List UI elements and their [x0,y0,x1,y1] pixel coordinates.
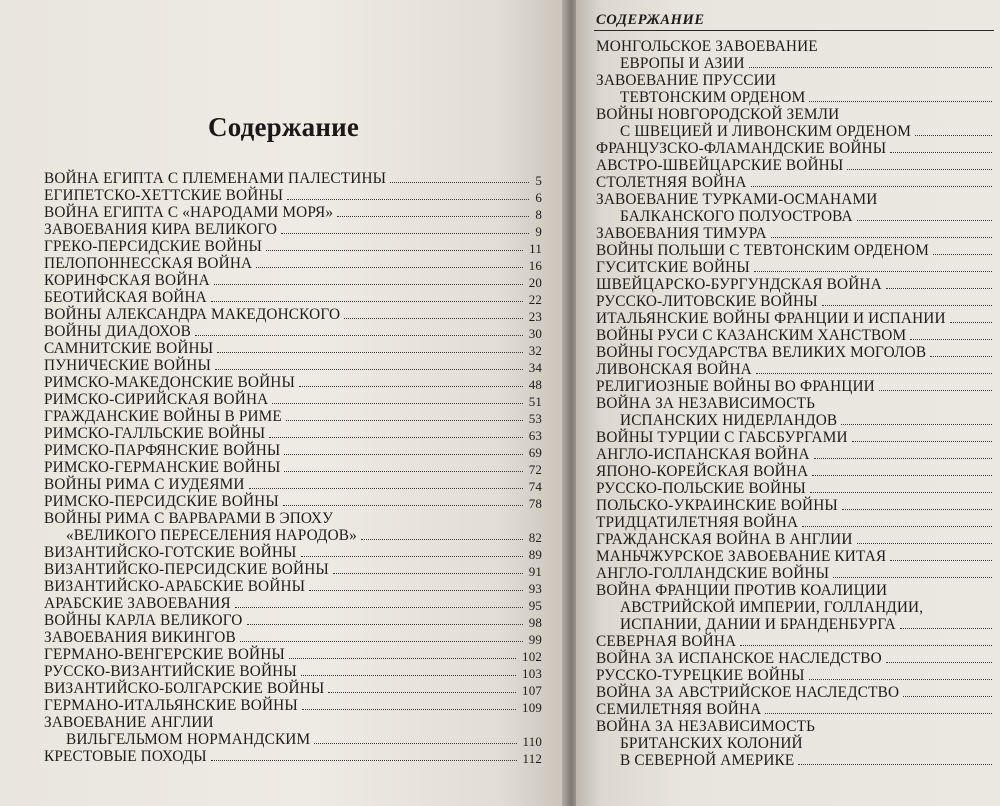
toc-entry-title: ТЕВТОНСКИМ ОРДЕНОМ [620,89,806,106]
dot-leader [211,301,523,302]
toc-entry-title: РИМСКО-ГАЛЛЬСКИЕ ВОЙНЫ [44,425,266,442]
toc-entry [44,544,542,561]
toc-entry-title: КОРИНФСКАЯ ВОЙНА [44,272,210,289]
dot-leader [841,424,992,425]
toc-entry-title: ВОЙНА ЕГИПТА С ПЛЕМЕНАМИ ПАЛЕСТИНЫ [44,170,387,187]
toc-entry-title: ВОЙНЫ РУСИ С КАЗАНСКИМ ХАНСТВОМ [596,327,907,344]
toc-entry-title: АВСТРИЙСКОЙ ИМПЕРИИ, ГОЛЛАНДИИ, [620,599,924,616]
dot-leader [299,386,523,387]
toc-page-number: 30 [528,326,542,341]
toc-entry-title: СЕМИЛЕТНЯЯ ВОЙНА [596,701,762,718]
dot-leader [890,560,992,561]
toc-entry-title: РИМСКО-СИРИЙСКАЯ ВОЙНА [44,391,269,408]
toc-page-number: 34 [528,360,542,375]
toc-page-number: 22 [528,292,542,307]
toc-entry-title: РЕЛИГИОЗНЫЕ ВОЙНЫ ВО ФРАНЦИИ [596,378,875,395]
toc-entry [596,361,992,378]
toc-entry [44,510,542,527]
toc-entry [44,272,542,289]
toc-entry-title: В СЕВЕРНОЙ АМЕРИКЕ [620,752,795,769]
toc-entry [44,731,542,748]
toc-entry [44,323,542,340]
toc-entry-title: ВИЗАНТИЙСКО-ГОТСКИЕ ВОЙНЫ [44,544,297,561]
toc-page-number: 102 [522,649,542,664]
dot-leader [266,250,523,251]
dot-leader [847,169,992,170]
dot-leader [822,305,992,306]
toc-entry [596,650,992,667]
dot-leader [235,607,523,608]
toc-entry [596,38,992,55]
toc-entry-title: БРИТАНСКИХ КОЛОНИЙ [620,735,803,752]
toc-entry [44,442,542,459]
dot-leader [247,624,523,625]
dot-leader [765,713,992,714]
toc-entry [44,663,542,680]
dot-leader [933,254,992,255]
toc-entry [596,344,992,361]
running-head: СОДЕРЖАНИЕ [596,12,705,28]
dot-leader [771,237,992,238]
toc-page-number: 109 [522,700,542,715]
toc-entry [596,735,992,752]
dot-leader [930,356,992,357]
toc-entry-title: ИТАЛЬЯНСКИЕ ВОЙНЫ ФРАНЦИИ И ИСПАНИИ [596,310,946,327]
dot-leader [950,322,992,323]
toc-entry-title: С ШВЕЦИЕЙ И ЛИВОНСКИМ ОРДЕНОМ [620,123,912,140]
toc-entry [44,255,542,272]
dot-leader [798,764,992,765]
dot-leader [857,543,992,544]
toc-entry-title: ТРИДЦАТИЛЕТНЯЯ ВОЙНА [596,514,799,531]
toc-entry [44,425,542,442]
toc-entry [596,72,992,89]
dot-leader [240,641,523,642]
toc-entry [44,629,542,646]
toc-entry-title: ЗАВОЕВАНИЕ АНГЛИИ [44,714,214,731]
toc-entry [44,476,542,493]
toc-entry [596,310,992,327]
toc-entry [44,612,542,629]
toc-entry-title: ПЕЛОПОННЕССКАЯ ВОЙНА [44,255,253,272]
toc-page-number: 11 [529,241,542,256]
toc-entry [596,718,992,735]
dot-leader [751,186,992,187]
toc-entry [44,357,542,374]
toc-entry-title: ГЕРМАНО-ИТАЛЬЯНСКИЕ ВОЙНЫ [44,697,298,714]
dot-leader [809,101,992,102]
toc-page-number: 48 [528,377,542,392]
toc-page-number: 6 [535,190,542,205]
toc-entry [44,561,542,578]
toc-entry-title: РИМСКО-ПЕРСИДСКИЕ ВОЙНЫ [44,493,279,510]
toc-entry-title: ВОЙНА ЗА АВСТРИЙСКОЕ НАСЛЕДСТВО [596,684,900,701]
toc-page-number: 53 [528,411,542,426]
dot-leader [337,216,529,217]
toc-page-number: 98 [528,615,542,630]
toc-entry-title: АНГЛО-ГОЛЛАНДСКИЕ ВОЙНЫ [596,565,830,582]
dot-leader [910,339,992,340]
toc-entry-title: РУССКО-ПОЛЬСКИЕ ВОЙНЫ [596,480,806,497]
toc-entry [44,289,542,306]
dot-leader [256,267,523,268]
toc-entry [44,493,542,510]
toc-entry [44,680,542,697]
toc-entry [596,191,992,208]
toc-entry-title: ФРАНЦУЗСКО-ФЛАМАНДСКИЕ ВОЙНЫ [596,140,887,157]
toc-entry-title: РИМСКО-ГЕРМАНСКИЕ ВОЙНЫ [44,459,281,476]
toc-entry-title: АНГЛО-ИСПАНСКАЯ ВОЙНА [596,446,810,463]
running-head-rule [594,30,994,31]
toc-entry-title: ВОЙНЫ РИМА С ИУДЕЯМИ [44,476,245,493]
toc-entry [596,412,992,429]
toc-page-number: 16 [528,258,542,273]
toc-page-number: 69 [528,445,542,460]
toc-entry-title: РИМСКО-ПАРФЯНСКИЕ ВОЙНЫ [44,442,281,459]
toc-entry-title: ГРАЖДАНСКАЯ ВОЙНА В АНГЛИИ [596,531,853,548]
toc-entry-title: ВОЙНА ЗА НЕЗАВИСИМОСТЬ [596,718,816,735]
toc-entry-title: ГЕРМАНО-ВЕНГЕРСКИЕ ВОЙНЫ [44,646,285,663]
toc-entry [596,89,992,106]
toc-entry [596,276,992,293]
toc-entry-title: МОНГОЛЬСКОЕ ЗАВОЕВАНИЕ [596,38,818,55]
dot-leader [890,152,992,153]
toc-entry [44,527,542,544]
toc-entry-title: ВОЙНЫ ДИАДОХОВ [44,323,191,340]
toc-entry [596,259,992,276]
toc-entry-title: ВОЙНА ЗА ИСПАНСКОЕ НАСЛЕДСТВО [596,650,882,667]
toc-entry [596,480,992,497]
toc-entry [44,748,542,765]
toc-entry-title: РУССКО-ТУРЕЦКИЕ ВОЙНЫ [596,667,805,684]
dot-leader [214,284,523,285]
toc-entry-title: ВОЙНА ФРАНЦИИ ПРОТИВ КОАЛИЦИИ [596,582,888,599]
dot-leader [309,590,523,591]
dot-leader [217,352,523,353]
toc-entry [596,293,992,310]
toc-entry-title: РУССКО-ЛИТОВСКИЕ ВОЙНЫ [596,293,818,310]
toc-entry [596,565,992,582]
toc-page-number: 112 [522,751,542,766]
toc-entry [596,531,992,548]
toc-entry [596,599,992,616]
toc-page-number: 99 [528,632,542,647]
dot-leader [842,509,992,510]
toc-entry [44,595,542,612]
toc-entry-title: ВОЙНЫ ТУРЦИИ С ГАБСБУРГАМИ [596,429,848,446]
toc-entry [44,170,542,187]
toc-entry-title: ВОЙНЫ КАРЛА ВЕЛИКОГО [44,612,243,629]
toc-page-number: 110 [522,734,542,749]
dot-leader [272,403,523,404]
dot-leader [287,199,529,200]
dot-leader [361,539,523,540]
toc-page-number: 107 [522,683,542,698]
toc-entry-title: ЗАВОЕВАНИЕ ПРУССИИ [596,72,777,89]
toc-page-number: 8 [535,207,542,222]
toc-entry [596,140,992,157]
dot-leader [749,67,992,68]
toc-entry-title: АВСТРО-ШВЕЙЦАРСКИЕ ВОЙНЫ [596,157,844,174]
toc-entry-title: ВОЙНЫ РИМА С ВАРВАРАМИ В ЭПОХУ [44,510,334,527]
dot-leader [281,233,529,234]
toc-entry-title: ЗАВОЕВАНИЯ КИРА ВЕЛИКОГО [44,221,278,238]
toc-page-number: 82 [528,530,542,545]
dot-leader [754,271,992,272]
toc-entry-title: ГРАЖДАНСКИЕ ВОЙНЫ В РИМЕ [44,408,282,425]
dot-leader [211,760,517,761]
toc-entry [596,633,992,650]
toc-entry-title: ВОЙНА ЕГИПТА С «НАРОДАМИ МОРЯ» [44,204,334,221]
toc-entry-title: ЗАВОЕВАНИЕ ТУРКАМИ-ОСМАНАМИ [596,191,878,208]
toc-entry-title: МАНЬЧЖУРСКОЕ ЗАВОЕВАНИЕ КИТАЯ [596,548,887,565]
toc-page-number: 72 [528,462,542,477]
toc-list-left [44,170,542,765]
toc-page-number: 91 [528,564,542,579]
dot-leader [740,645,992,646]
toc-entry [44,408,542,425]
toc-entry-title: ИСПАНИИ, ДАНИИ И БРАНДЕНБУРГА [620,616,896,633]
toc-entry [596,106,992,123]
toc-page-number: 63 [528,428,542,443]
toc-entry [596,701,992,718]
toc-entry [596,242,992,259]
toc-entry-title: ПУНИЧЕСКИЕ ВОЙНЫ [44,357,211,374]
dot-leader [814,458,992,459]
toc-entry-title: ИСПАНСКИХ НИДЕРЛАНДОВ [620,412,838,429]
toc-entry [44,340,542,357]
toc-entry [596,55,992,72]
toc-page-number: 93 [528,581,542,596]
page-title: Содержание [208,112,360,142]
toc-entry [596,514,992,531]
toc-entry-title: СТОЛЕТНЯЯ ВОЙНА [596,174,747,191]
dot-leader [915,135,992,136]
dot-leader [852,441,992,442]
toc-entry [44,187,542,204]
toc-entry [596,446,992,463]
dot-leader [301,675,516,676]
toc-entry-title: БЕОТИЙСКАЯ ВОЙНА [44,289,207,306]
toc-entry-title: ЕВРОПЫ И АЗИИ [620,55,745,72]
dot-leader [286,420,523,421]
dot-leader [289,658,516,659]
toc-page-number: 5 [535,173,542,188]
toc-entry-title: ВОЙНЫ ПОЛЬШИ С ТЕВТОНСКИМ ОРДЕНОМ [596,242,929,259]
dot-leader [809,679,992,680]
dot-leader [833,577,992,578]
toc-entry [44,221,542,238]
toc-entry-title: «ВЕЛИКОГО ПЕРЕСЕЛЕНИЯ НАРОДОВ» [66,527,357,544]
dot-leader [328,692,516,693]
toc-entry-title: ЕГИПЕТСКО-ХЕТТСКИЕ ВОЙНЫ [44,187,284,204]
toc-entry-title: ВОЙНА ЗА НЕЗАВИСИМОСТЬ [596,395,816,412]
toc-entry [596,752,992,769]
dot-leader [756,373,992,374]
toc-page-number: 32 [528,343,542,358]
toc-entry-title: ВИЗАНТИЙСКО-АРАБСКИЕ ВОЙНЫ [44,578,306,595]
toc-entry-title: ВОЙНЫ АЛЕКСАНДРА МАКЕДОНСКОГО [44,306,341,323]
toc-entry [44,459,542,476]
toc-entry-title: СЕВЕРНАЯ ВОЙНА [596,633,737,650]
toc-entry [596,497,992,514]
dot-leader [215,369,523,370]
dot-leader [195,335,523,336]
dot-leader [269,437,523,438]
toc-entry-title: БАЛКАНСКОГО ПОЛУОСТРОВА [620,208,853,225]
toc-page-number: 95 [528,598,542,613]
toc-entry-title: ЯПОНО-КОРЕЙСКАЯ ВОЙНА [596,463,809,480]
toc-entry [596,667,992,684]
dot-leader [314,743,517,744]
dot-leader [812,475,992,476]
toc-page-number: 74 [528,479,542,494]
toc-entry-title: КРЕСТОВЫЕ ПОХОДЫ [44,748,207,765]
toc-entry [596,208,992,225]
toc-entry [44,391,542,408]
toc-page-number: 89 [528,547,542,562]
toc-entry-title: ВОЙНЫ ГОСУДАРСТВА ВЕЛИКИХ МОГОЛОВ [596,344,927,361]
dot-leader [284,454,523,455]
dot-leader [302,709,516,710]
dot-leader [857,220,992,221]
dot-leader [903,696,992,697]
toc-entry [596,123,992,140]
toc-entry [44,646,542,663]
toc-entry [596,684,992,701]
toc-entry [596,463,992,480]
toc-entry [44,374,542,391]
dot-leader [344,318,523,319]
toc-entry-title: АРАБСКИЕ ЗАВОЕВАНИЯ [44,595,231,612]
toc-entry-title: ВИЛЬГЕЛЬМОМ НОРМАНДСКИМ [66,731,311,748]
dot-leader [810,492,992,493]
toc-list-right [596,38,992,769]
toc-page-number: 51 [528,394,542,409]
right-page [576,0,1000,806]
dot-leader [249,488,523,489]
toc-entry-title: ПОЛЬСКО-УКРАИНСКИЕ ВОЙНЫ [596,497,838,514]
toc-page-number: 20 [528,275,542,290]
toc-entry-title: ЛИВОНСКАЯ ВОЙНА [596,361,752,378]
dot-leader [879,390,992,391]
toc-entry [44,204,542,221]
toc-entry-title: РУССКО-ВИЗАНТИЙСКИЕ ВОЙНЫ [44,663,297,680]
toc-entry-title: ВИЗАНТИЙСКО-БОЛГАРСКИЕ ВОЙНЫ [44,680,325,697]
toc-entry-title: ВИЗАНТИЙСКО-ПЕРСИДСКИЕ ВОЙНЫ [44,561,329,578]
toc-entry [596,548,992,565]
toc-page-number: 78 [528,496,542,511]
toc-entry-title: ЗАВОЕВАНИЯ ВИКИНГОВ [44,629,236,646]
toc-page-number: 9 [535,224,542,239]
toc-entry [596,225,992,242]
dot-leader [802,526,992,527]
toc-entry [596,429,992,446]
toc-entry [44,714,542,731]
toc-entry [596,327,992,344]
toc-entry [596,378,992,395]
toc-entry [596,174,992,191]
toc-page-number: 23 [528,309,542,324]
dot-leader [284,471,523,472]
toc-entry-title: ГРЕКО-ПЕРСИДСКИЕ ВОЙНЫ [44,238,263,255]
toc-entry-title: РИМСКО-МАКЕДОНСКИЕ ВОЙНЫ [44,374,295,391]
toc-page-number: 103 [522,666,542,681]
dot-leader [886,662,992,663]
toc-entry [596,395,992,412]
toc-entry [596,616,992,633]
dot-leader [333,573,523,574]
dot-leader [390,182,529,183]
toc-entry-title: ЗАВОЕВАНИЯ ТИМУРА [596,225,767,242]
dot-leader [900,628,992,629]
toc-entry-title: ГУСИТСКИЕ ВОЙНЫ [596,259,750,276]
dot-leader [301,556,523,557]
toc-entry [596,582,992,599]
toc-entry-title: ВОЙНЫ НОВГОРОДСКОЙ ЗЕМЛИ [596,106,840,123]
toc-entry-title: ШВЕЙЦАРСКО-БУРГУНДСКАЯ ВОЙНА [596,276,882,293]
toc-entry-title: САМНИТСКИЕ ВОЙНЫ [44,340,214,357]
dot-leader [886,288,992,289]
dot-leader [283,505,523,506]
toc-entry [44,697,542,714]
toc-entry [596,157,992,174]
toc-entry [44,238,542,255]
toc-entry [44,578,542,595]
toc-entry [44,306,542,323]
